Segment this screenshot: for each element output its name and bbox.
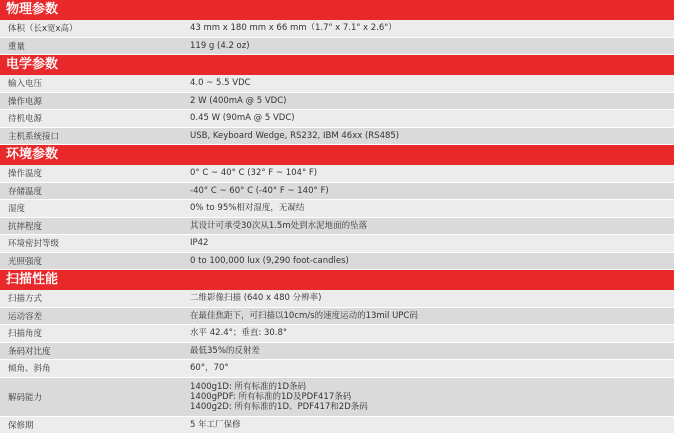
spec-label: 倾角、斜角 — [8, 364, 51, 375]
spec-label: 保修期 — [8, 420, 34, 431]
spec-label: 湿度 — [8, 204, 26, 215]
spec-value: 0° C ~ 40° C (32° F ~ 104° F) — [190, 168, 318, 179]
section-header-environmental: 环境参数 — [0, 145, 674, 165]
spec-value: 5 年工厂保修 — [190, 419, 241, 430]
spec-label: 主机系统接口 — [8, 131, 60, 142]
spec-value: 4.0 ~ 5.5 VDC — [190, 78, 251, 89]
spec-label: 扫描角度 — [8, 329, 43, 340]
section-header-physical: 物理参数 — [0, 0, 674, 20]
spec-row-pitch-skew — [0, 360, 674, 378]
spec-label: 解码能力 — [8, 392, 43, 403]
spec-value: 其设计可承受30次从1.5m处到水泥地面的坠落 — [190, 220, 368, 231]
spec-value: 二维影像扫描 (640 x 480 分辨率) — [190, 293, 322, 304]
spec-value: 0% to 95%相对湿度，无凝结 — [190, 203, 305, 214]
spec-value: -40° C ~ 60° C (-40° F ~ 140° F) — [190, 185, 329, 196]
spec-value: 60°，70° — [190, 363, 229, 374]
spec-row-decode-capability — [0, 378, 674, 417]
spec-value: IP42 — [190, 238, 209, 249]
spec-row-drop-resistance — [0, 218, 674, 236]
spec-label: 待机电源 — [8, 114, 43, 125]
section-header-scan-performance: 扫描性能 — [0, 270, 674, 290]
spec-row-operating-power — [0, 93, 674, 111]
spec-row-input-voltage — [0, 75, 674, 93]
spec-row-standby-power — [0, 110, 674, 128]
spec-value: 2 W (400mA @ 5 VDC) — [190, 95, 287, 106]
spec-row-warranty — [0, 417, 674, 435]
spec-row-operating-temp — [0, 165, 674, 183]
spec-row-symbol-contrast — [0, 343, 674, 361]
spec-row-sealing — [0, 235, 674, 253]
spec-row-scan-angle — [0, 325, 674, 343]
spec-label: 抗摔程度 — [8, 221, 43, 232]
spec-row-weight — [0, 38, 674, 56]
spec-row-dimensions — [0, 20, 674, 38]
spec-label: 存储温度 — [8, 186, 43, 197]
spec-label: 输入电压 — [8, 79, 43, 90]
spec-label: 运动容差 — [8, 311, 43, 322]
spec-row-light-levels — [0, 253, 674, 271]
spec-label: 体积（长x宽x高） — [8, 24, 78, 35]
spec-value: 最低35%的反射差 — [190, 345, 260, 356]
spec-value: 43 mm x 180 mm x 66 mm（1.7" x 7.1" x 2.6"） — [190, 23, 397, 34]
spec-label: 光照强度 — [8, 256, 43, 267]
spec-value: USB, Keyboard Wedge, RS232, IBM 46xx (RS485) — [190, 130, 400, 141]
spec-label: 扫描方式 — [8, 294, 43, 305]
spec-label: 环境密封等级 — [8, 239, 60, 250]
spec-value: 119 g (4.2 oz) — [190, 40, 250, 51]
spec-row-host-interface — [0, 128, 674, 146]
spec-label: 操作温度 — [8, 169, 43, 180]
spec-value: 0 to 100,000 lux (9,290 foot-candles) — [190, 255, 349, 266]
spec-row-scan-pattern — [0, 290, 674, 308]
spec-value: 水平 42.4°；垂直: 30.8° — [190, 328, 288, 339]
spec-value: 在最佳焦距下，可扫描以10cm/s的速度运动的13mil UPC码 — [190, 310, 418, 321]
spec-label: 条码对比度 — [8, 346, 51, 357]
spec-row-motion-tolerance — [0, 308, 674, 326]
spec-label: 重量 — [8, 41, 26, 52]
spec-label: 操作电源 — [8, 96, 43, 107]
spec-row-humidity — [0, 200, 674, 218]
section-header-electrical: 电学参数 — [0, 55, 674, 75]
spec-row-storage-temp — [0, 183, 674, 201]
spec-value: 1400g1D: 所有标准的1D条码 1400gPDF: 所有标准的1D及PDF417条码 1400g2D: 所有标准的1D、PDF417和2D条码 — [190, 381, 368, 412]
spec-value: 0.45 W (90mA @ 5 VDC) — [190, 113, 295, 124]
